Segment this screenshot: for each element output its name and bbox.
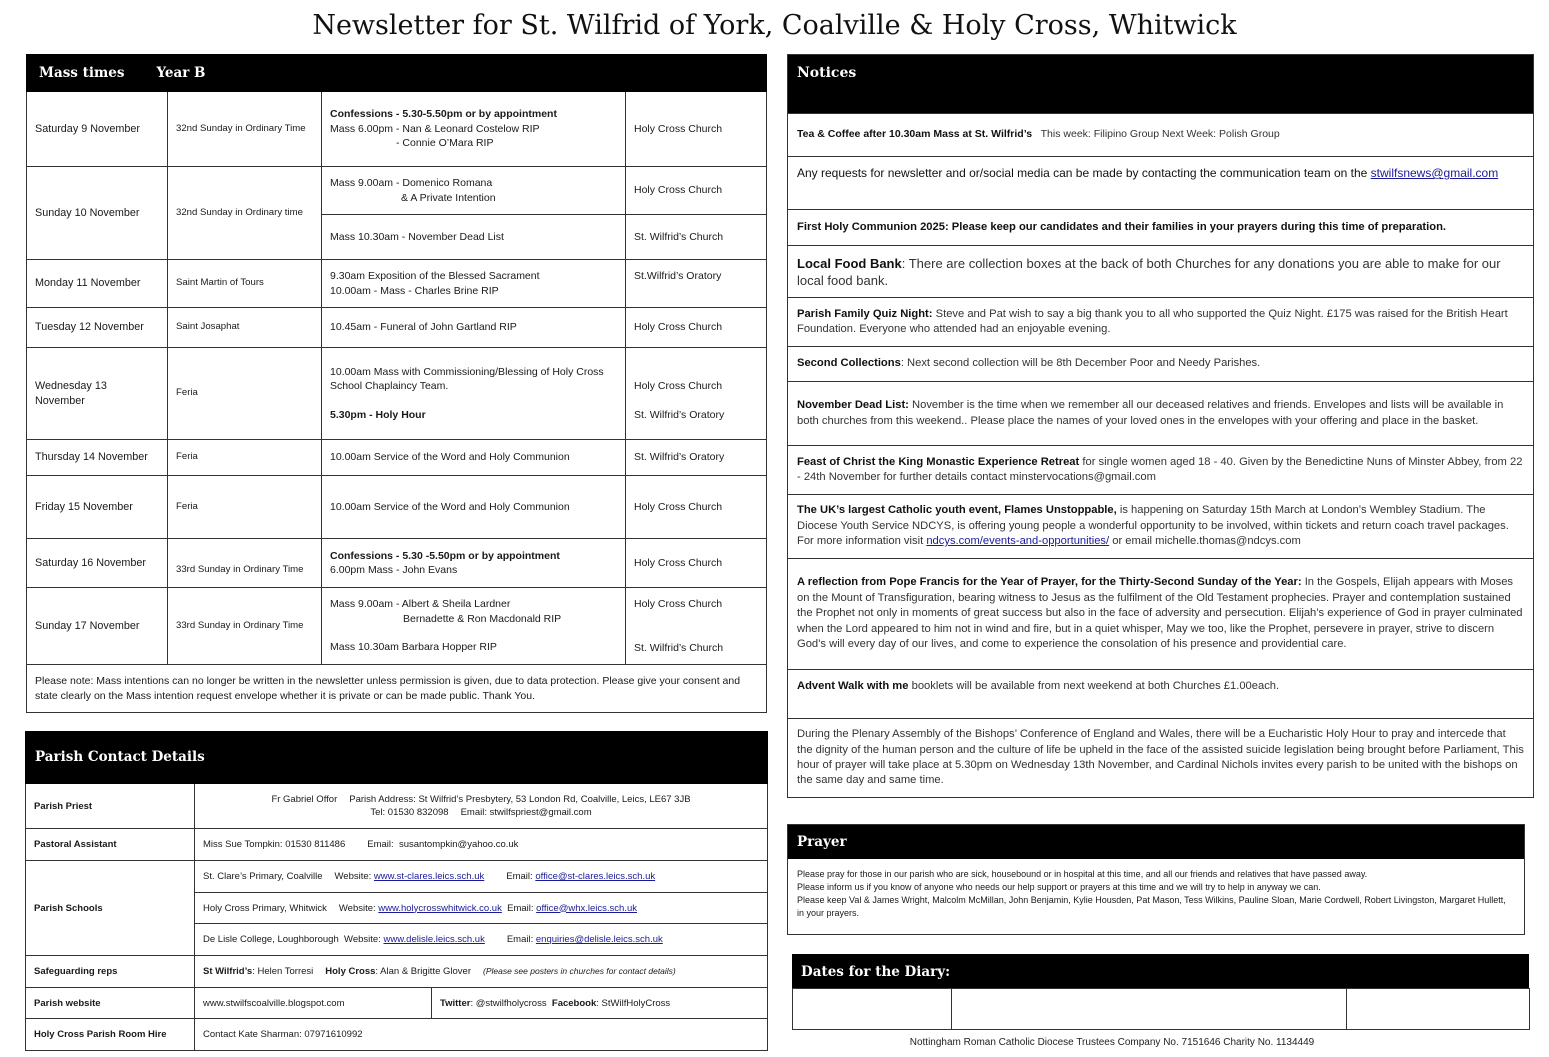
mass-place: Holy Cross Church — [626, 92, 767, 167]
notice-text: for single women aged 18 - 40. Given by the Benedictine Nuns of Minster Abbey, from 22 - 24th November for further details contact minstervocations@gmail.com — [797, 455, 1523, 483]
newsletter-title: Newsletter for St. Wilfrid of York, Coalville & Holy Cross, Whitwick — [312, 10, 1237, 41]
mass-row-mon11 — [27, 260, 767, 308]
notice-text: : There are collection boxes at the back of both Churches for any donations you are able to make for our local food bank. — [797, 255, 1501, 288]
email-label: Email: — [506, 934, 534, 945]
liturgical-year: Year B — [156, 64, 206, 81]
safeguarding-church: Holy Cross — [325, 966, 376, 977]
school-name: St. Clare’s Primary, Coalville — [203, 871, 323, 882]
notice-text: Any requests for newsletter and or/social media can be made by contacting the communication team on the — [797, 166, 1368, 180]
mass-day: Feria — [168, 476, 322, 539]
notice-text: During the Plenary Assembly of the Bishops’ Conference of England and Wales, there will be a Eucharistic Holy Hour to pray and intercede that the dignity of the human person and the culture of life be upheld in the face of the assisted suicide legislation being brought before Parliament, This hour of prayer will take place at 5.30pm on Wednesday 13th November, and Cardinal Nichols invites every parish to be united with the bishops on the same day and same time. — [797, 728, 1524, 787]
school-email-link[interactable]: office@st-clares.leics.sch.uk — [535, 871, 656, 882]
newsletter-email-link[interactable]: stwilfsnews@gmail.com — [1370, 166, 1499, 180]
mass-place: St.Wilfrid’s Oratory — [626, 260, 767, 308]
notice-title: First Holy Communion 2025: Please keep our candidates and their families in your prayers during this time of preparation. — [797, 220, 1447, 233]
school-name: Holy Cross Primary, Whitwick — [203, 902, 327, 914]
mass-date: Sunday 10 November — [27, 167, 168, 260]
social-media — [432, 988, 768, 1019]
safeguarding-rep: : Helen Torresi — [252, 966, 314, 977]
mass-place: Holy Cross Church — [626, 308, 767, 348]
diary-heading: Dates for the Diary: — [792, 954, 1529, 988]
school-st-clares — [195, 861, 768, 893]
notice-title: A reflection from Pope Francis for the Year of Prayer, for the Thirty-Second Sunday of the Year: — [797, 576, 1302, 589]
notice-text: In the Gospels, Elijah appears with Moses on the Mount of Transfiguration, bearing witness to Jesus as the fulfilment of the Old Testament prophecies. Prayer and contemplation sustained the Prophet not only in moments of great success but also in the face of adversity and persecution. Elijah’s experience of God in prayer culminated when the Lord appeared to him not in wind and fire, but in a quiet whisper, May we too, like the Prophet, persevere in prayer, strive to discern God’s will every day of our lives, and come to experience the consolation of his presence and providential care. — [797, 576, 1523, 651]
notice-title: Advent Walk with me — [797, 680, 909, 692]
school-de-lisle — [195, 924, 768, 956]
contact-label: Parish website — [26, 988, 195, 1019]
contact-row-school — [26, 861, 768, 893]
contact-row-safeguarding — [26, 956, 768, 988]
notice-advent-walk — [788, 669, 1533, 718]
contact-label: Parish Schools — [26, 861, 195, 956]
contact-row-website — [26, 988, 768, 1019]
mass-date: Saturday 16 November — [27, 539, 168, 588]
pastoral-name: Miss Sue Tompkin: 01530 811486 — [203, 839, 346, 850]
contact-value: Contact Kate Sharman: 07971610992 — [195, 1019, 768, 1051]
notice-requests — [788, 156, 1533, 209]
mass-details — [322, 539, 626, 588]
mass-line: Mass 9.00am - Albert & Sheila Lardner — [330, 598, 511, 611]
email-label: Email: — [506, 871, 533, 882]
mass-details: 10.00am Service of the Word and Holy Communion — [322, 440, 626, 476]
notice-title: Tea & Coffee after 10.30am Mass at St. Wilfrid’s — [797, 128, 1033, 141]
parish-contacts-section — [25, 731, 767, 1051]
mass-line: Bernadette & Ron Macdonald RIP — [403, 612, 562, 625]
mass-row-tue12 — [27, 308, 767, 348]
mass-line: 10.00am Mass with Commissioning/Blessing of Holy Cross School Chaplaincy Team. — [330, 365, 604, 393]
mass-place-line: St. Wilfrid’s Church — [634, 641, 724, 654]
mass-day: Saint Martin of Tours — [168, 260, 322, 308]
notices-heading: Notices — [788, 55, 1533, 113]
mass-place — [626, 348, 767, 440]
facebook-label: Facebook — [551, 997, 597, 1009]
mass-place — [626, 588, 767, 665]
mass-details — [322, 167, 626, 215]
mass-details: 10.00am Service of the Word and Holy Communion — [322, 476, 626, 539]
prayer-line: Please pray for those in our parish who are sick, housebound or in hospital at this time, and all our friends and relatives that have passed away. — [797, 869, 1368, 879]
notice-text: is happening on Saturday 15th March at London’s Wembley Stadium. The Diocese Youth Service NDCYS, is offering young people a wonderful opportunity to be involved, within tickets and return coach travel packages. For more information visit — [797, 504, 1509, 548]
pastoral-email: susantompkin@yahoo.co.uk — [398, 839, 519, 850]
prayer-line: Please keep Val & James Wright, Malcolm McMillan, John Benjamin, Kylie Housden, Pat Mason, Tess Wilkins, Pauline Sloan, Marie Cordwell, Robert Livingston, Margaret Hullett, in your prayers. — [797, 895, 1506, 918]
email-label: Email: — [507, 902, 534, 914]
twitter-handle: : @stwilfholycross — [470, 997, 547, 1009]
notice-title: November Dead List: — [797, 399, 909, 412]
mass-line: Mass 6.00pm - Nan & Leonard Costelow RIP — [330, 122, 540, 135]
contact-label: Pastoral Assistant — [26, 829, 195, 861]
mass-place-line: St. Wilfrid’s Oratory — [634, 408, 725, 421]
mass-day: 32nd Sunday in Ordinary Time — [168, 92, 322, 167]
website-label: Website: — [334, 871, 372, 882]
contact-value — [195, 784, 768, 829]
mass-place: Holy Cross Church — [626, 167, 767, 215]
mass-place: St. Wilfrid’s Oratory — [626, 440, 767, 476]
contact-row-hire — [26, 1019, 768, 1051]
mass-day: Feria — [168, 348, 322, 440]
mass-row-thu14 — [27, 440, 767, 476]
notice-second-collections — [788, 346, 1533, 381]
priest-email: Email: stwilfspriest@gmail.com — [460, 807, 592, 818]
parish-website[interactable]: www.stwilfscoalville.blogspot.com — [195, 988, 432, 1019]
mass-day: 33rd Sunday in Ordinary Time — [168, 588, 322, 665]
notice-reflection — [788, 558, 1533, 669]
school-website-link[interactable]: www.st-clares.leics.sch.uk — [373, 871, 485, 882]
mass-date: Tuesday 12 November — [27, 308, 168, 348]
mass-place: Holy Cross Church — [626, 539, 767, 588]
mass-line: 6.00pm Mass - John Evans — [330, 564, 458, 576]
notice-text: booklets will be available from next weekend at both Churches £1.00each. — [908, 680, 1280, 692]
prayer-section — [787, 824, 1525, 935]
safeguarding-church: St Wilfrid’s — [203, 966, 253, 977]
diary-row — [793, 989, 1530, 1030]
school-website-link[interactable]: www.holycrosswhitwick.co.uk — [378, 902, 502, 914]
twitter-label: Twitter — [440, 997, 471, 1009]
notice-title: Second Collections — [797, 357, 901, 370]
notices-section — [787, 54, 1534, 798]
notice-retreat — [788, 445, 1533, 494]
contact-label: Safeguarding reps — [26, 956, 195, 988]
notice-text: November is the time when we remember all our deceased relatives and friends. Envelopes and lists will be available in both churches from this weekend.. Please place the names of your loved ones in the envelopes with your offering and place in the basket. — [797, 399, 1504, 427]
notice-first-communion — [788, 209, 1533, 245]
mass-day: 32nd Sunday in Ordinary time — [168, 167, 322, 260]
mass-date: Sunday 17 November — [27, 588, 168, 665]
mass-line: - Connie O’Mara RIP — [396, 137, 494, 150]
mass-row-sun17 — [27, 588, 767, 665]
mass-line: Mass 9.00am - Domenico Romana — [330, 177, 493, 189]
mass-details — [322, 348, 626, 440]
mass-day: Saint Josaphat — [168, 308, 322, 348]
contact-row-pastoral — [26, 829, 768, 861]
mass-line: Confessions - 5.30 -5.50pm or by appointment — [330, 549, 560, 562]
mass-day: 33rd Sunday in Ordinary Time — [168, 539, 322, 588]
contact-label: Parish Priest — [26, 784, 195, 829]
mass-date: Wednesday 13 November — [27, 348, 168, 440]
charity-footer: Nottingham Roman Catholic Diocese Trustees Company No. 7151646 Charity No. 1134449 — [909, 1037, 1315, 1048]
notice-quiz-night — [788, 297, 1533, 346]
contacts-heading: Parish Contact Details — [26, 732, 768, 784]
mass-place-line: Holy Cross Church — [634, 598, 723, 610]
notice-food-bank — [788, 245, 1533, 297]
notice-title: Feast of Christ the King Monastic Experience Retreat — [797, 455, 1080, 468]
mass-times-heading: Mass times — [39, 64, 125, 81]
website-label: Website: — [344, 934, 381, 945]
prayer-body — [788, 859, 1524, 934]
notice-youth-event — [788, 494, 1533, 558]
notice-text: : Next second collection will be 8th December Poor and Needy Parishes. — [900, 357, 1261, 370]
mass-details: Mass 10.30am - November Dead List — [322, 215, 626, 260]
mass-note-row — [27, 665, 767, 713]
mass-date: Saturday 9 November — [27, 92, 168, 167]
mass-day: Feria — [168, 440, 322, 476]
school-website-link[interactable]: www.delisle.leics.sch.uk — [383, 934, 485, 945]
school-email-link[interactable]: enquiries@delisle.leics.sch.uk — [535, 934, 663, 945]
mass-row-sat9 — [27, 92, 767, 167]
diary-table — [792, 988, 1530, 1030]
notice-tea-coffee — [788, 113, 1533, 156]
mass-date: Friday 15 November — [27, 476, 168, 539]
priest-address: Parish Address: St Wilfrid’s Presbytery, 53 London Rd, Coalville, Leics, LE67 3JB — [349, 794, 691, 805]
mass-line: Confessions - 5.30-5.50pm or by appointment — [330, 108, 557, 121]
notice-title: The UK’s largest Catholic youth event, Flames Unstoppable, — [797, 504, 1117, 517]
mass-line: 10.00am - Mass - Charles Brine RIP — [330, 284, 499, 297]
mass-line: 5.30pm - Holy Hour — [330, 408, 426, 421]
diary-section — [792, 954, 1529, 1030]
contact-value — [195, 829, 768, 861]
mass-date: Monday 11 November — [27, 260, 168, 308]
mass-line: Mass 10.30am Barbara Hopper RIP — [330, 641, 497, 654]
email-label: Email: — [367, 839, 394, 850]
school-email-link[interactable]: office@whx.leics.sch.uk — [536, 902, 637, 914]
contacts-header — [26, 732, 768, 784]
school-holy-cross — [195, 893, 768, 924]
ndcys-link[interactable]: ndcys.com/events-and-opportunities/ — [926, 535, 1110, 548]
mass-times-header — [27, 55, 767, 92]
notice-text: or email michelle.thomas@ndcys.com — [1109, 535, 1301, 548]
mass-row-sun10 — [27, 167, 767, 215]
contact-label: Holy Cross Parish Room Hire — [26, 1019, 195, 1051]
notice-text: Steve and Pat wish to say a big thank you to all who supported the Quiz Night. £175 was raised for the British Heart Foundation. Everyone who attended had an enjoyable evening. — [797, 307, 1508, 335]
facebook-handle: : StWilfHolyCross — [596, 997, 671, 1009]
contact-row-priest — [26, 784, 768, 829]
priest-tel: Tel: 01530 832098 — [370, 807, 449, 818]
school-name: De Lisle College, Loughborough — [203, 934, 339, 945]
diary-cell — [793, 989, 952, 1030]
mass-place: St. Wilfrid’s Church — [626, 215, 767, 260]
diary-cell — [1347, 989, 1530, 1030]
website-label: Website: — [338, 902, 376, 914]
notice-title: Local Food Bank — [797, 255, 902, 271]
mass-times-section — [26, 54, 766, 713]
mass-line: 9.30am Exposition of the Blessed Sacrament — [330, 270, 540, 282]
notice-dead-list — [788, 381, 1533, 445]
mass-details — [322, 260, 626, 308]
contact-value — [195, 956, 768, 988]
mass-place: Holy Cross Church — [626, 476, 767, 539]
mass-details — [322, 588, 626, 665]
prayer-heading: Prayer — [788, 825, 1524, 859]
notice-title: Parish Family Quiz Night: — [797, 307, 933, 320]
mass-place-line: Holy Cross Church — [634, 380, 723, 392]
mass-intention-note: Please note: Mass intentions can no longer be written in the newsletter unless permission is given, due to data protection. Please give your consent and state clearly on the Mass intention request envelope whether it is private or can be made public. Thank You. — [27, 665, 767, 713]
diary-cell — [952, 989, 1347, 1030]
prayer-line: Please inform us if you know of anyone who needs our help support or prayers at this time and we will try to help in anyway we can. — [797, 882, 1321, 892]
safeguarding-rep: : Alan & Brigitte Glover — [375, 966, 471, 977]
notice-text: This week: Filipino Group Next Week: Polish Group — [1040, 128, 1280, 141]
mass-details: 10.45am - Funeral of John Gartland RIP — [322, 308, 626, 348]
mass-date: Thursday 14 November — [27, 440, 168, 476]
safeguarding-note: (Please see posters in churches for contact details) — [483, 966, 676, 976]
mass-line: & A Private Intention — [401, 191, 496, 204]
mass-row-wed13 — [27, 348, 767, 440]
notice-plenary-assembly — [788, 718, 1533, 797]
priest-name: Fr Gabriel Offor — [271, 794, 338, 805]
mass-row-sat16 — [27, 539, 767, 588]
mass-details — [322, 92, 626, 167]
mass-row-fri15 — [27, 476, 767, 539]
